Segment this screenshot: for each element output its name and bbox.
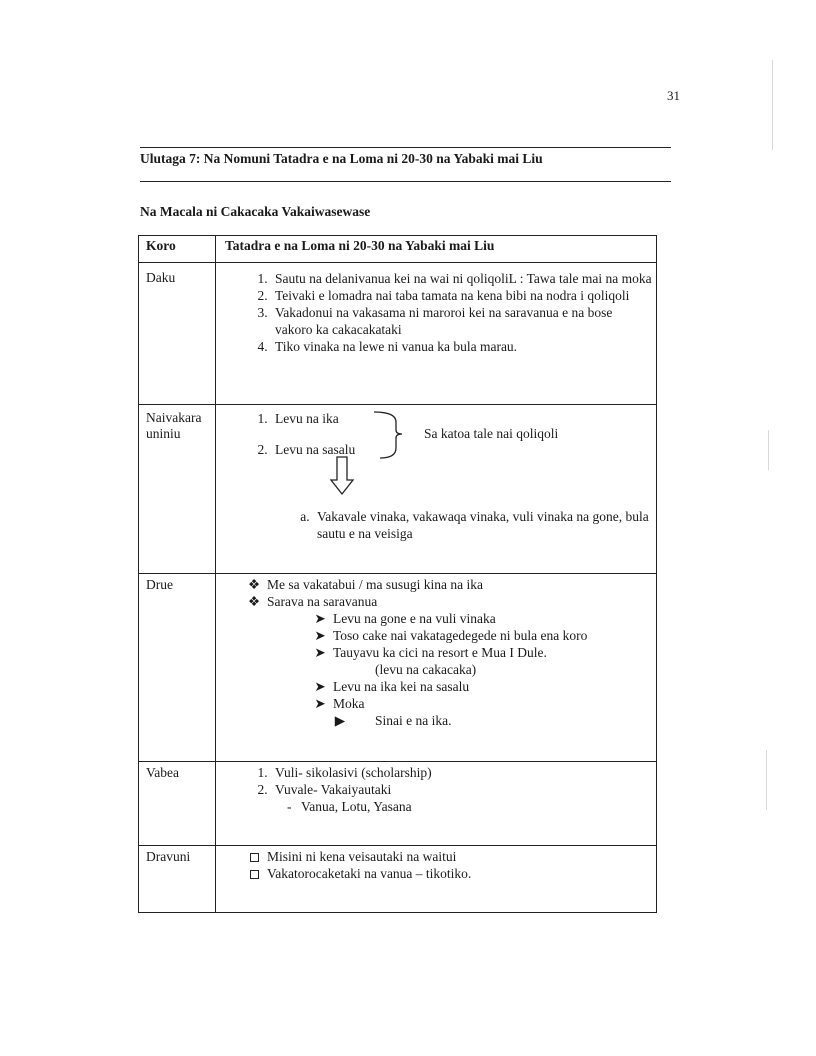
row-label-dravuni: Dravuni (146, 849, 191, 864)
page-number: 31 (667, 88, 680, 103)
arrowhead-bullet-icon: ➤ (314, 611, 326, 626)
section-title: Ulutaga 7: Na Nomuni Tatadra e na Loma ni 20-30 na Yabaki mai Liu (140, 151, 543, 166)
list-item: 1. Sautu na delanivanua kei na wai ni qoliqoliL : Tawa tale mai na moka (271, 270, 653, 287)
list-item-continuation: (levu na cakacaka) (375, 662, 477, 677)
square-bullet-icon (247, 865, 261, 883)
vabea-dash-list (225, 798, 653, 815)
arrowhead-bullet-icon: ➤ (314, 645, 326, 660)
list-item: ➤ Tauyavu ka cici na resort e Mua I Dule. (314, 645, 547, 660)
scan-mark (772, 60, 773, 150)
list-item: ➤ Moka (314, 696, 365, 711)
list-item: 3. Vakadonui na vakasama ni maroroi kei na saravanua e na bose vakoro ka cakacakataki (271, 304, 653, 338)
row-label-naivakara (146, 410, 201, 442)
naivakara-sub-content (225, 508, 653, 542)
list-item: Misini ni kena veisautaki na waitui (225, 848, 653, 865)
list-item: 2. Vuvale- Vakaiyautaki (271, 781, 653, 798)
vabea-content (225, 764, 653, 815)
table-row-divider (138, 845, 657, 846)
list-item: a. Vakavale vinaka, vakawaqa vinaka, vuli vinaka na gone, bula sautu e na veisiga (313, 508, 653, 542)
list-item: - Vanua, Lotu, Yasana (287, 798, 653, 815)
top-rule (140, 147, 671, 148)
daku-list (225, 270, 653, 355)
brace-note: Sa katoa tale nai qoliqoli (424, 426, 559, 441)
drue-content (225, 576, 653, 729)
list-item: 2. Teivaki e lomadra nai taba tamata na kena bibi na nodra i qoliqoli (271, 287, 653, 304)
list-item: Vakatorocaketaki na vanua – tikotiko. (225, 865, 653, 882)
down-arrow-icon (329, 456, 355, 496)
row-label-drue: Drue (146, 577, 173, 592)
table-row-divider (138, 573, 657, 574)
title-bottom-rule (140, 181, 671, 182)
list-item: ❖ Me sa vakatabui / ma susugi kina na ika (247, 577, 483, 592)
drue-list (225, 576, 653, 729)
list-item: 1. Levu na ika (271, 410, 653, 427)
list-item: 2. Levu na sasalu (271, 441, 653, 458)
arrowhead-bullet-icon: ➤ (314, 696, 326, 711)
header-koro: Koro (146, 238, 176, 253)
list-item: ➤ Toso cake nai vakatagedegede ni bula ena koro (314, 628, 588, 643)
square-bullet-icon (247, 848, 261, 866)
list-item: 1. Vuli- sikolasivi (scholarship) (271, 764, 653, 781)
triangle-bullet-icon: ▶ (334, 713, 346, 728)
arrowhead-bullet-icon: ➤ (314, 628, 326, 643)
daku-content (225, 270, 653, 355)
table-header-divider (138, 262, 657, 263)
header-tatadra: Tatadra e na Loma ni 20-30 na Yabaki mai Liu (225, 238, 495, 253)
scan-mark (766, 750, 767, 810)
arrowhead-bullet-icon: ➤ (314, 679, 326, 694)
list-item: ➤ Levu na ika kei na sasalu (314, 679, 470, 694)
naivakara-sub-list (225, 508, 653, 542)
dravuni-content (225, 848, 653, 882)
curly-brace-icon (370, 410, 420, 460)
table-row-divider (138, 761, 657, 762)
diamond-bullet-icon: ❖ (247, 594, 261, 609)
list-item: ➤ Levu na gone e na vuli vinaka (314, 611, 496, 626)
row-label-daku: Daku (146, 270, 176, 285)
table-row-divider (138, 404, 657, 405)
dravuni-list (225, 848, 653, 882)
row-label-line: Naivakara (146, 410, 202, 425)
table-column-divider (215, 235, 216, 913)
subtitle: Na Macala ni Cakacaka Vakaiwasewase (140, 204, 371, 219)
row-label-line: uniniu (146, 426, 181, 441)
row-label-vabea: Vabea (146, 765, 179, 780)
list-item: 4. Tiko vinaka na lewe ni vanua ka bula marau. (271, 338, 653, 355)
list-item: ❖ Sarava na saravanua (247, 594, 378, 609)
diamond-bullet-icon: ❖ (247, 577, 261, 592)
vabea-list (225, 764, 653, 798)
list-item: ▶ Sinai e na ika. (334, 713, 452, 728)
scan-mark (768, 430, 769, 470)
